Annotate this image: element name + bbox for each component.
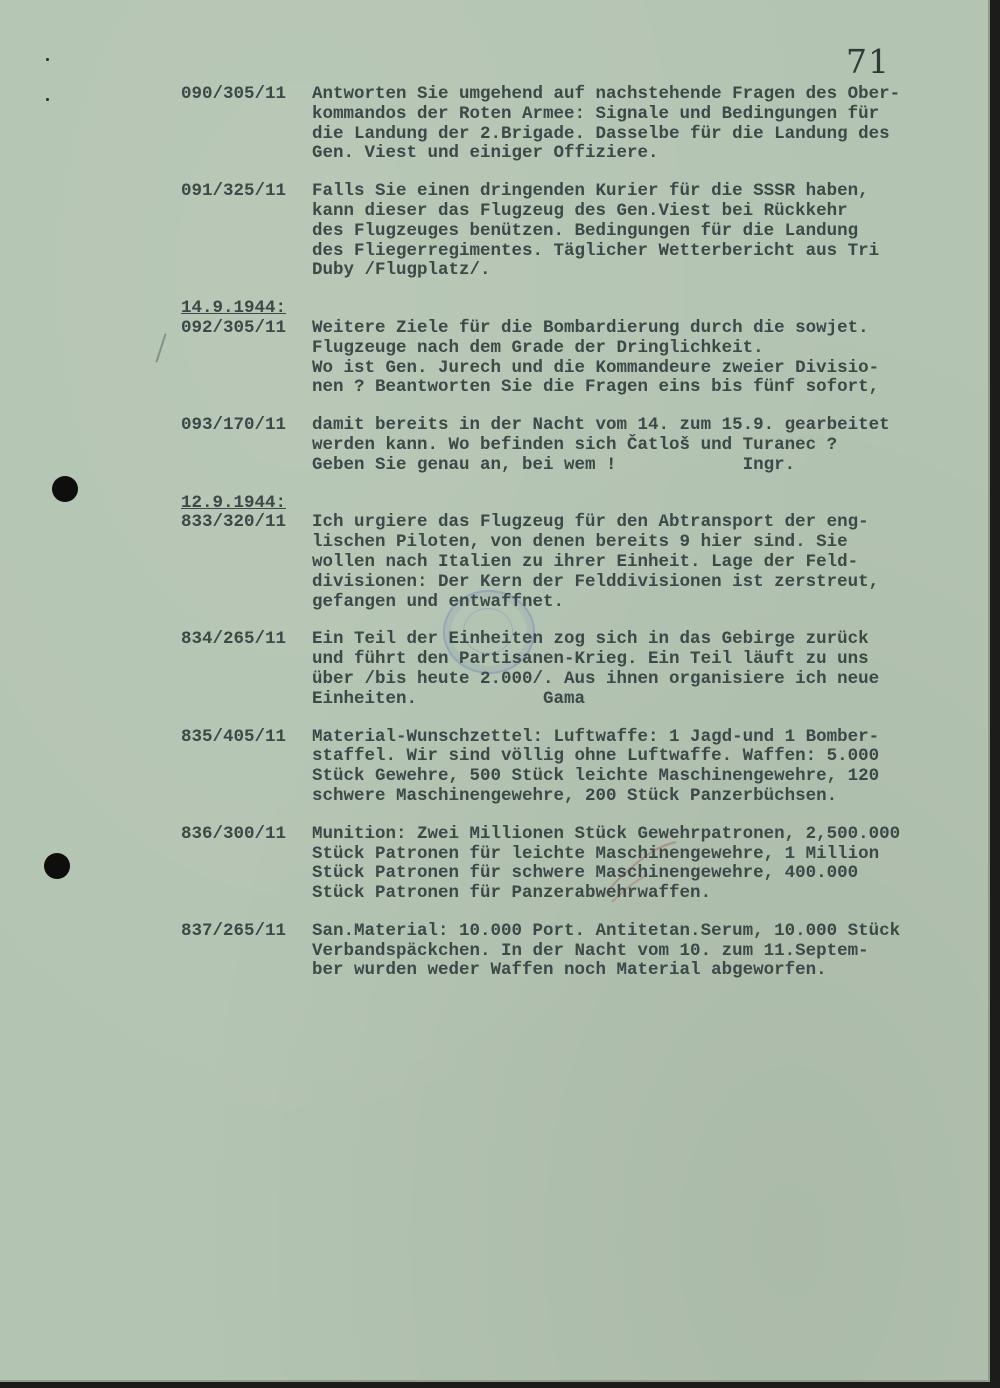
message-line: Duby /Flugplatz/.	[312, 260, 491, 281]
message-line: ber wurden weder Waffen noch Material abgeworfen.	[312, 960, 827, 981]
page-number: 71	[846, 42, 890, 81]
message-text	[312, 825, 981, 904]
message-text	[312, 182, 981, 281]
message-line: staffel. Wir sind völlig ohne Luftwaffe. Waffen: 5.000	[312, 746, 880, 767]
message-text	[312, 922, 981, 981]
message-code: 093/170/11	[181, 415, 287, 436]
message-code: 090/305/11	[181, 84, 287, 104]
message-entry	[181, 825, 981, 904]
message-line: Stück Patronen für schwere Maschinengewehre, 400.000	[312, 863, 859, 884]
message-line: kann dieser das Flugzeug des Gen.Viest bei Rückkehr	[312, 200, 848, 221]
entry-group-c	[181, 513, 981, 981]
message-line: Stück Patronen für Panzerabwehrwaffen.	[312, 883, 712, 904]
message-code: 834/265/11	[181, 629, 287, 650]
message-entry	[181, 182, 981, 281]
message-line: über /bis heute 2.000/. Aus ihnen organisiere ich neue	[312, 668, 880, 689]
date-heading: 14.9.1944:	[181, 298, 287, 319]
message-text	[312, 513, 981, 612]
message-code: 092/305/11	[181, 317, 287, 338]
entry-group-b	[181, 319, 981, 476]
message-line: lischen Piloten, von denen bereits 9 hier sind. Sie	[312, 532, 848, 553]
message-entry	[181, 319, 981, 398]
message-text	[312, 416, 981, 475]
message-line: des Flugzeuges benützen. Bedingungen für die Landung	[312, 220, 859, 241]
message-line: Weitere Ziele für die Bombardierung durch die sowjet.	[312, 317, 869, 338]
message-line: Geben Sie genau an, bei wem ! Ingr.	[312, 454, 796, 475]
date-heading: 12.9.1944:	[181, 492, 287, 513]
message-line: des Fliegerregimentes. Täglicher Wetterbericht aus Tri	[312, 240, 880, 261]
message-line: Ein Teil der Einheiten zog sich in das Gebirge zurück	[312, 629, 869, 650]
entry-group-a	[181, 85, 981, 281]
message-entry	[181, 630, 981, 709]
message-line: Stück Gewehre, 500 Stück leichte Maschinengewehre, 120	[312, 766, 880, 787]
message-line: Verbandspäckchen. In der Nacht vom 10. zum 11.Septem-	[312, 940, 869, 961]
telegram-log	[181, 85, 981, 999]
message-code: 836/300/11	[181, 823, 287, 844]
message-line: divisionen: Der Kern der Felddivisionen ist zerstreut,	[312, 571, 880, 592]
message-line: Gen. Viest und einiger Offiziere.	[312, 143, 659, 164]
message-line: Ich urgiere das Flugzeug für den Abtransport der eng-	[312, 512, 869, 533]
message-line: damit bereits in der Nacht vom 14. zum 15.9. gearbeitet	[312, 415, 890, 436]
margin-pencil-mark	[155, 333, 166, 362]
message-text	[312, 630, 981, 709]
message-entry	[181, 728, 981, 807]
message-entry	[181, 416, 981, 475]
message-line: Stück Patronen für leichte Maschinengewehre, 1 Million	[312, 843, 880, 864]
edge-mark	[46, 98, 49, 101]
punch-hole-top	[52, 476, 78, 502]
message-line: San.Material: 10.000 Port. Antitetan.Serum, 10.000 Stück	[312, 920, 901, 941]
message-code: 835/405/11	[181, 726, 287, 747]
message-line: Material-Wunschzettel: Luftwaffe: 1 Jagd-und 1 Bomber-	[312, 726, 880, 747]
edge-mark	[46, 58, 49, 61]
punch-hole-bottom	[44, 853, 70, 879]
message-line: nen ? Beantworten Sie die Fragen eins bis fünf sofort,	[312, 377, 880, 398]
message-line: kommandos der Roten Armee: Signale und Bedingungen für	[312, 103, 880, 124]
message-line: Antworten Sie umgehend auf nachstehende Fragen des Ober-	[312, 84, 901, 104]
message-line: wollen nach Italien zu ihrer Einheit. Lage der Feld-	[312, 551, 859, 572]
message-line: Wo ist Gen. Jurech und die Kommandeure zweier Divisio-	[312, 357, 880, 378]
message-code: 091/325/11	[181, 181, 287, 202]
message-line: die Landung der 2.Brigade. Dasselbe für die Landung des	[312, 123, 890, 144]
message-entry	[181, 513, 981, 612]
message-entry	[181, 922, 981, 981]
message-line: und führt den Partisanen-Krieg. Ein Teil läuft zu uns	[312, 649, 869, 670]
message-code: 837/265/11	[181, 920, 287, 941]
message-text	[312, 85, 981, 164]
message-line: gefangen und entwaffnet.	[312, 591, 565, 612]
message-line: Falls Sie einen dringenden Kurier für die SSSR haben,	[312, 181, 869, 202]
message-line: Flugzeuge nach dem Grade der Dringlichkeit.	[312, 337, 764, 358]
message-line: schwere Maschinengewehre, 200 Stück Panzerbüchsen.	[312, 785, 838, 806]
message-text	[312, 728, 981, 807]
message-line: Munition: Zwei Millionen Stück Gewehrpatronen, 2,500.000	[312, 823, 901, 844]
message-text	[312, 319, 981, 398]
message-line: werden kann. Wo befinden sich Čatloš und Turanec ?	[312, 434, 838, 455]
message-code: 833/320/11	[181, 512, 287, 533]
message-entry	[181, 85, 981, 164]
message-line: Einheiten. Gama	[312, 688, 586, 709]
